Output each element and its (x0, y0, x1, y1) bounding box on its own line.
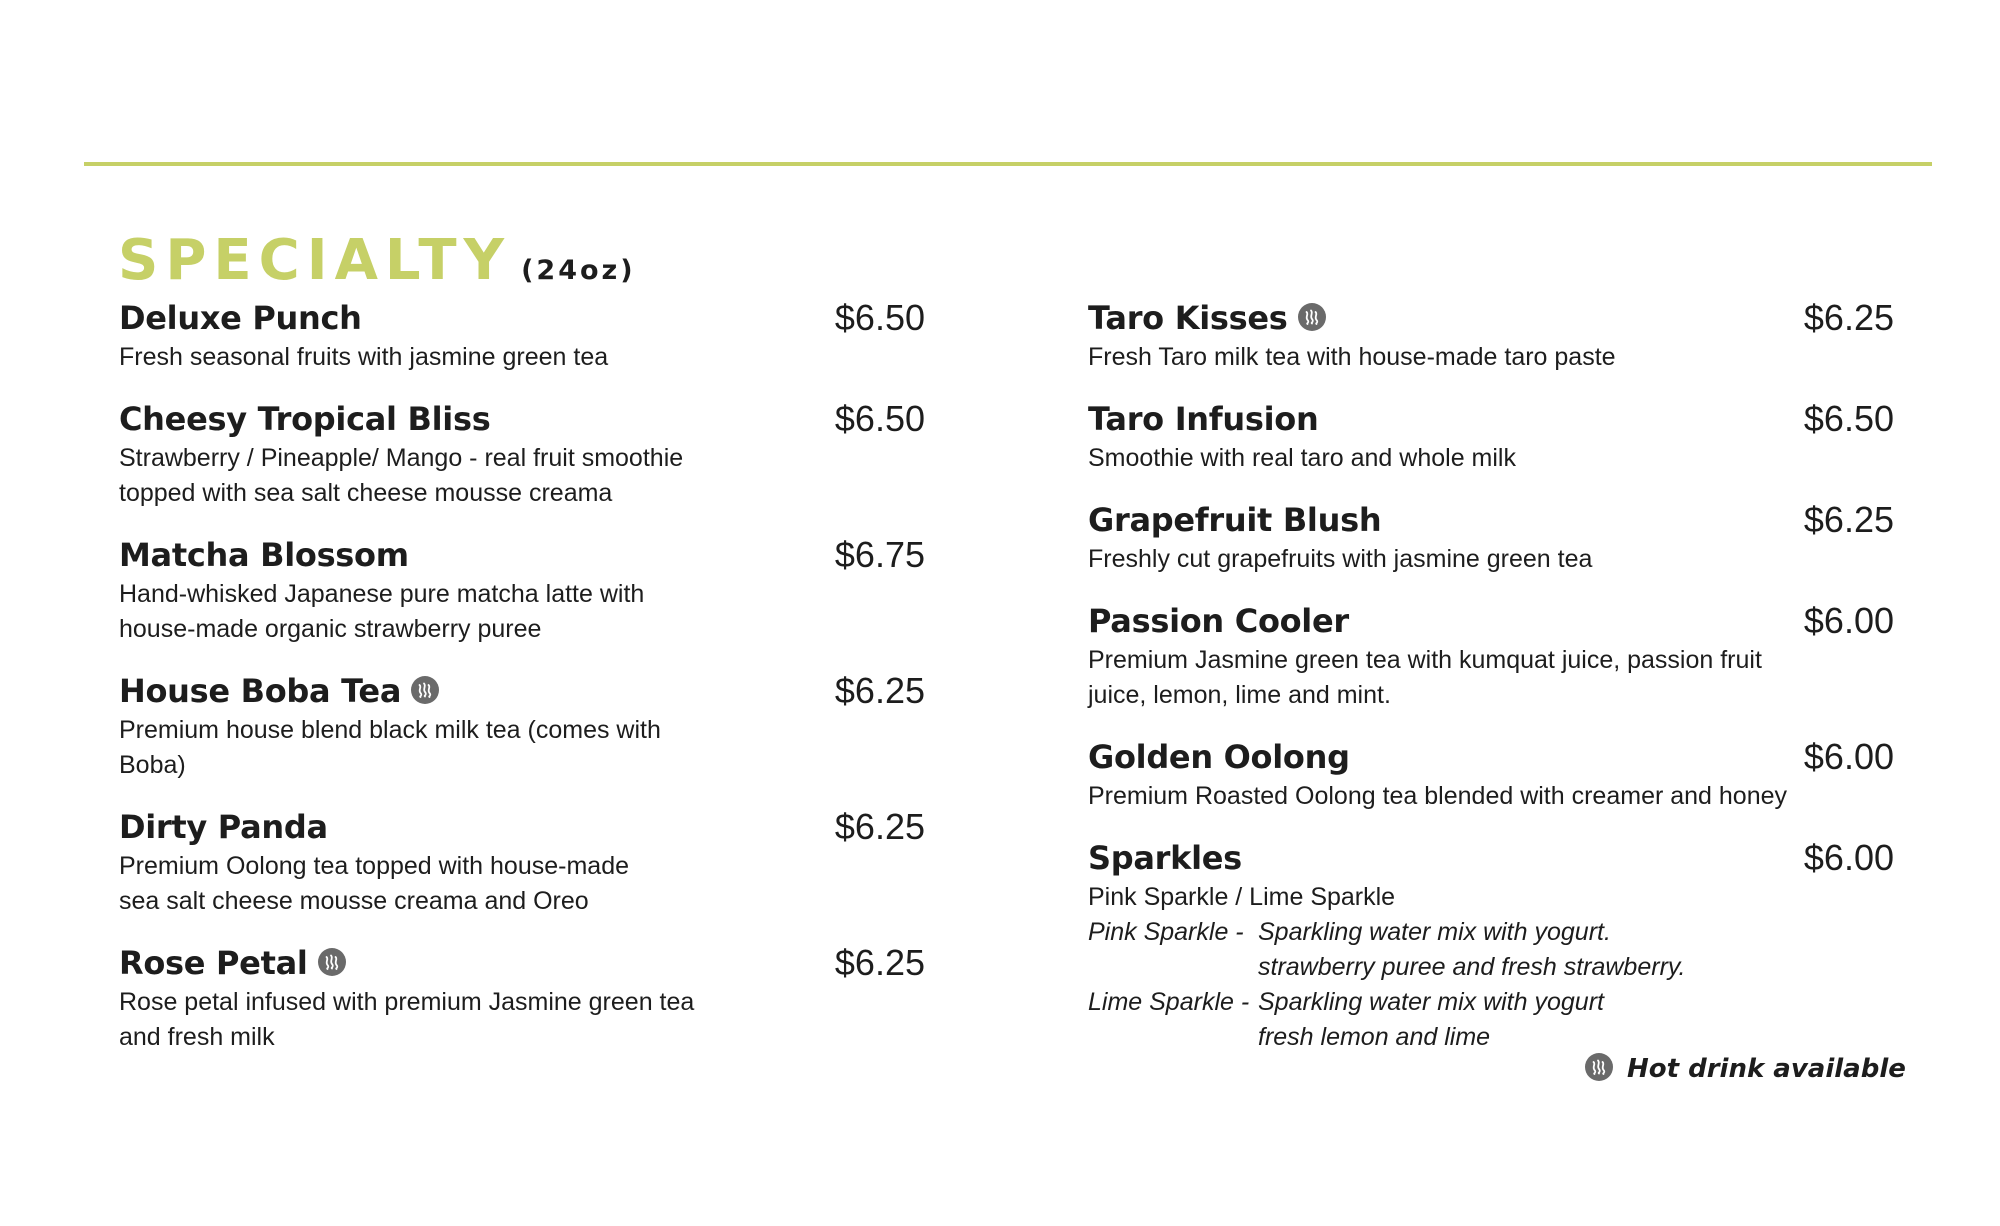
item-name-text: House Boba Tea (119, 672, 402, 710)
item-price: $6.00 (1803, 600, 1894, 641)
item-description: Premium Oolong tea topped with house-made (119, 852, 630, 880)
item-price: $6.25 (1803, 297, 1894, 338)
menu-column-right (1088, 296, 1894, 1077)
menu-item (1088, 397, 1894, 476)
menu-item (119, 296, 925, 375)
item-description: Premium Jasmine green tea with kumquat juice, passion fruit (1088, 646, 1762, 674)
menu-column-left (119, 296, 925, 1077)
item-price: $6.00 (1803, 837, 1894, 878)
item-name-text: Grapefruit Blush (1088, 501, 1382, 539)
menu-item (119, 669, 925, 783)
menu-item (119, 805, 925, 919)
hot-drink-icon (318, 948, 346, 976)
item-price: $6.00 (1803, 736, 1894, 777)
menu-item (119, 941, 925, 1055)
item-name-text: Cheesy Tropical Bliss (119, 400, 491, 438)
item-price: $6.50 (834, 398, 925, 439)
item-name-text: Golden Oolong (1088, 738, 1350, 776)
menu-item (1088, 599, 1894, 713)
pink-sparkle-row (1088, 915, 1894, 950)
item-name-text: Passion Cooler (1088, 602, 1349, 640)
pink-sparkle-desc: Sparkling water mix with yogurt. (1258, 918, 1611, 946)
menu-item (1088, 498, 1894, 577)
lime-sparkle-label: Lime Sparkle - (1088, 988, 1250, 1016)
item-description: Hand-whisked Japanese pure matcha latte with (119, 580, 645, 608)
item-name-text: Rose Petal (119, 944, 308, 982)
item-description: Freshly cut grapefruits with jasmine green tea (1088, 545, 1593, 573)
item-name (119, 805, 925, 849)
item-options: Pink Sparkle / Lime Sparkle (1088, 883, 1396, 911)
item-name: Sparkles (1088, 839, 1242, 877)
item-name (1088, 296, 1894, 340)
item-name (1088, 397, 1894, 441)
menu-item-sparkles (1088, 836, 1894, 1055)
item-description: Smoothie with real taro and whole milk (1088, 444, 1516, 472)
hot-drink-icon (411, 676, 439, 704)
item-name-text: Taro Kisses (1088, 299, 1288, 337)
item-price: $6.75 (834, 534, 925, 575)
item-description: Boba) (119, 751, 186, 779)
item-price: $6.25 (834, 942, 925, 983)
item-description: Fresh seasonal fruits with jasmine green tea (119, 343, 609, 371)
item-price: $6.25 (834, 670, 925, 711)
item-name (119, 397, 925, 441)
menu-item (1088, 735, 1894, 814)
item-description: sea salt cheese mousse creama and Oreo (119, 887, 589, 915)
pink-sparkle-label: Pink Sparkle - (1088, 918, 1244, 946)
item-description: Strawberry / Pineapple/ Mango - real fruit smoothie (119, 444, 684, 472)
pink-sparkle-desc-cont: strawberry puree and fresh strawberry. (1258, 953, 1686, 981)
item-name (119, 533, 925, 577)
item-description: house-made organic strawberry puree (119, 615, 542, 643)
section-size: (24oz) (521, 255, 636, 286)
item-name (119, 296, 925, 340)
item-price: $6.25 (834, 806, 925, 847)
hot-drink-legend (1585, 1054, 1906, 1084)
legend-text: Hot drink available (1627, 1054, 1906, 1084)
item-description: Rose petal infused with premium Jasmine green tea (119, 988, 695, 1016)
item-name (119, 941, 925, 985)
item-name (1088, 599, 1894, 643)
item-description: topped with sea salt cheese mousse creama (119, 479, 613, 507)
item-description: Premium house blend black milk tea (comes with (119, 716, 661, 744)
item-price: $6.25 (1803, 499, 1894, 540)
lime-sparkle-row (1088, 985, 1894, 1020)
item-price: $6.50 (1803, 398, 1894, 439)
item-description: Fresh Taro milk tea with house-made taro paste (1088, 343, 1616, 371)
hot-drink-icon (1585, 1053, 1613, 1081)
item-name-text: Deluxe Punch (119, 299, 362, 337)
menu-item (1088, 296, 1894, 375)
item-name (1088, 498, 1894, 542)
item-name (1088, 735, 1894, 779)
item-name-text: Taro Infusion (1088, 400, 1319, 438)
menu-item (119, 533, 925, 647)
item-price: $6.50 (834, 297, 925, 338)
section-heading (118, 228, 636, 293)
item-description: juice, lemon, lime and mint. (1088, 681, 1391, 709)
lime-sparkle-desc: Sparkling water mix with yogurt (1258, 988, 1604, 1016)
item-name (119, 669, 925, 713)
section-title: SPECIALTY (118, 228, 512, 293)
top-divider (84, 162, 1932, 166)
hot-drink-icon (1298, 303, 1326, 331)
item-description: and fresh milk (119, 1023, 275, 1051)
lime-sparkle-desc-cont: fresh lemon and lime (1258, 1023, 1491, 1051)
item-description: Premium Roasted Oolong tea blended with creamer and honey (1088, 782, 1788, 810)
menu-item (119, 397, 925, 511)
item-name-text: Matcha Blossom (119, 536, 409, 574)
item-name-text: Dirty Panda (119, 808, 328, 846)
